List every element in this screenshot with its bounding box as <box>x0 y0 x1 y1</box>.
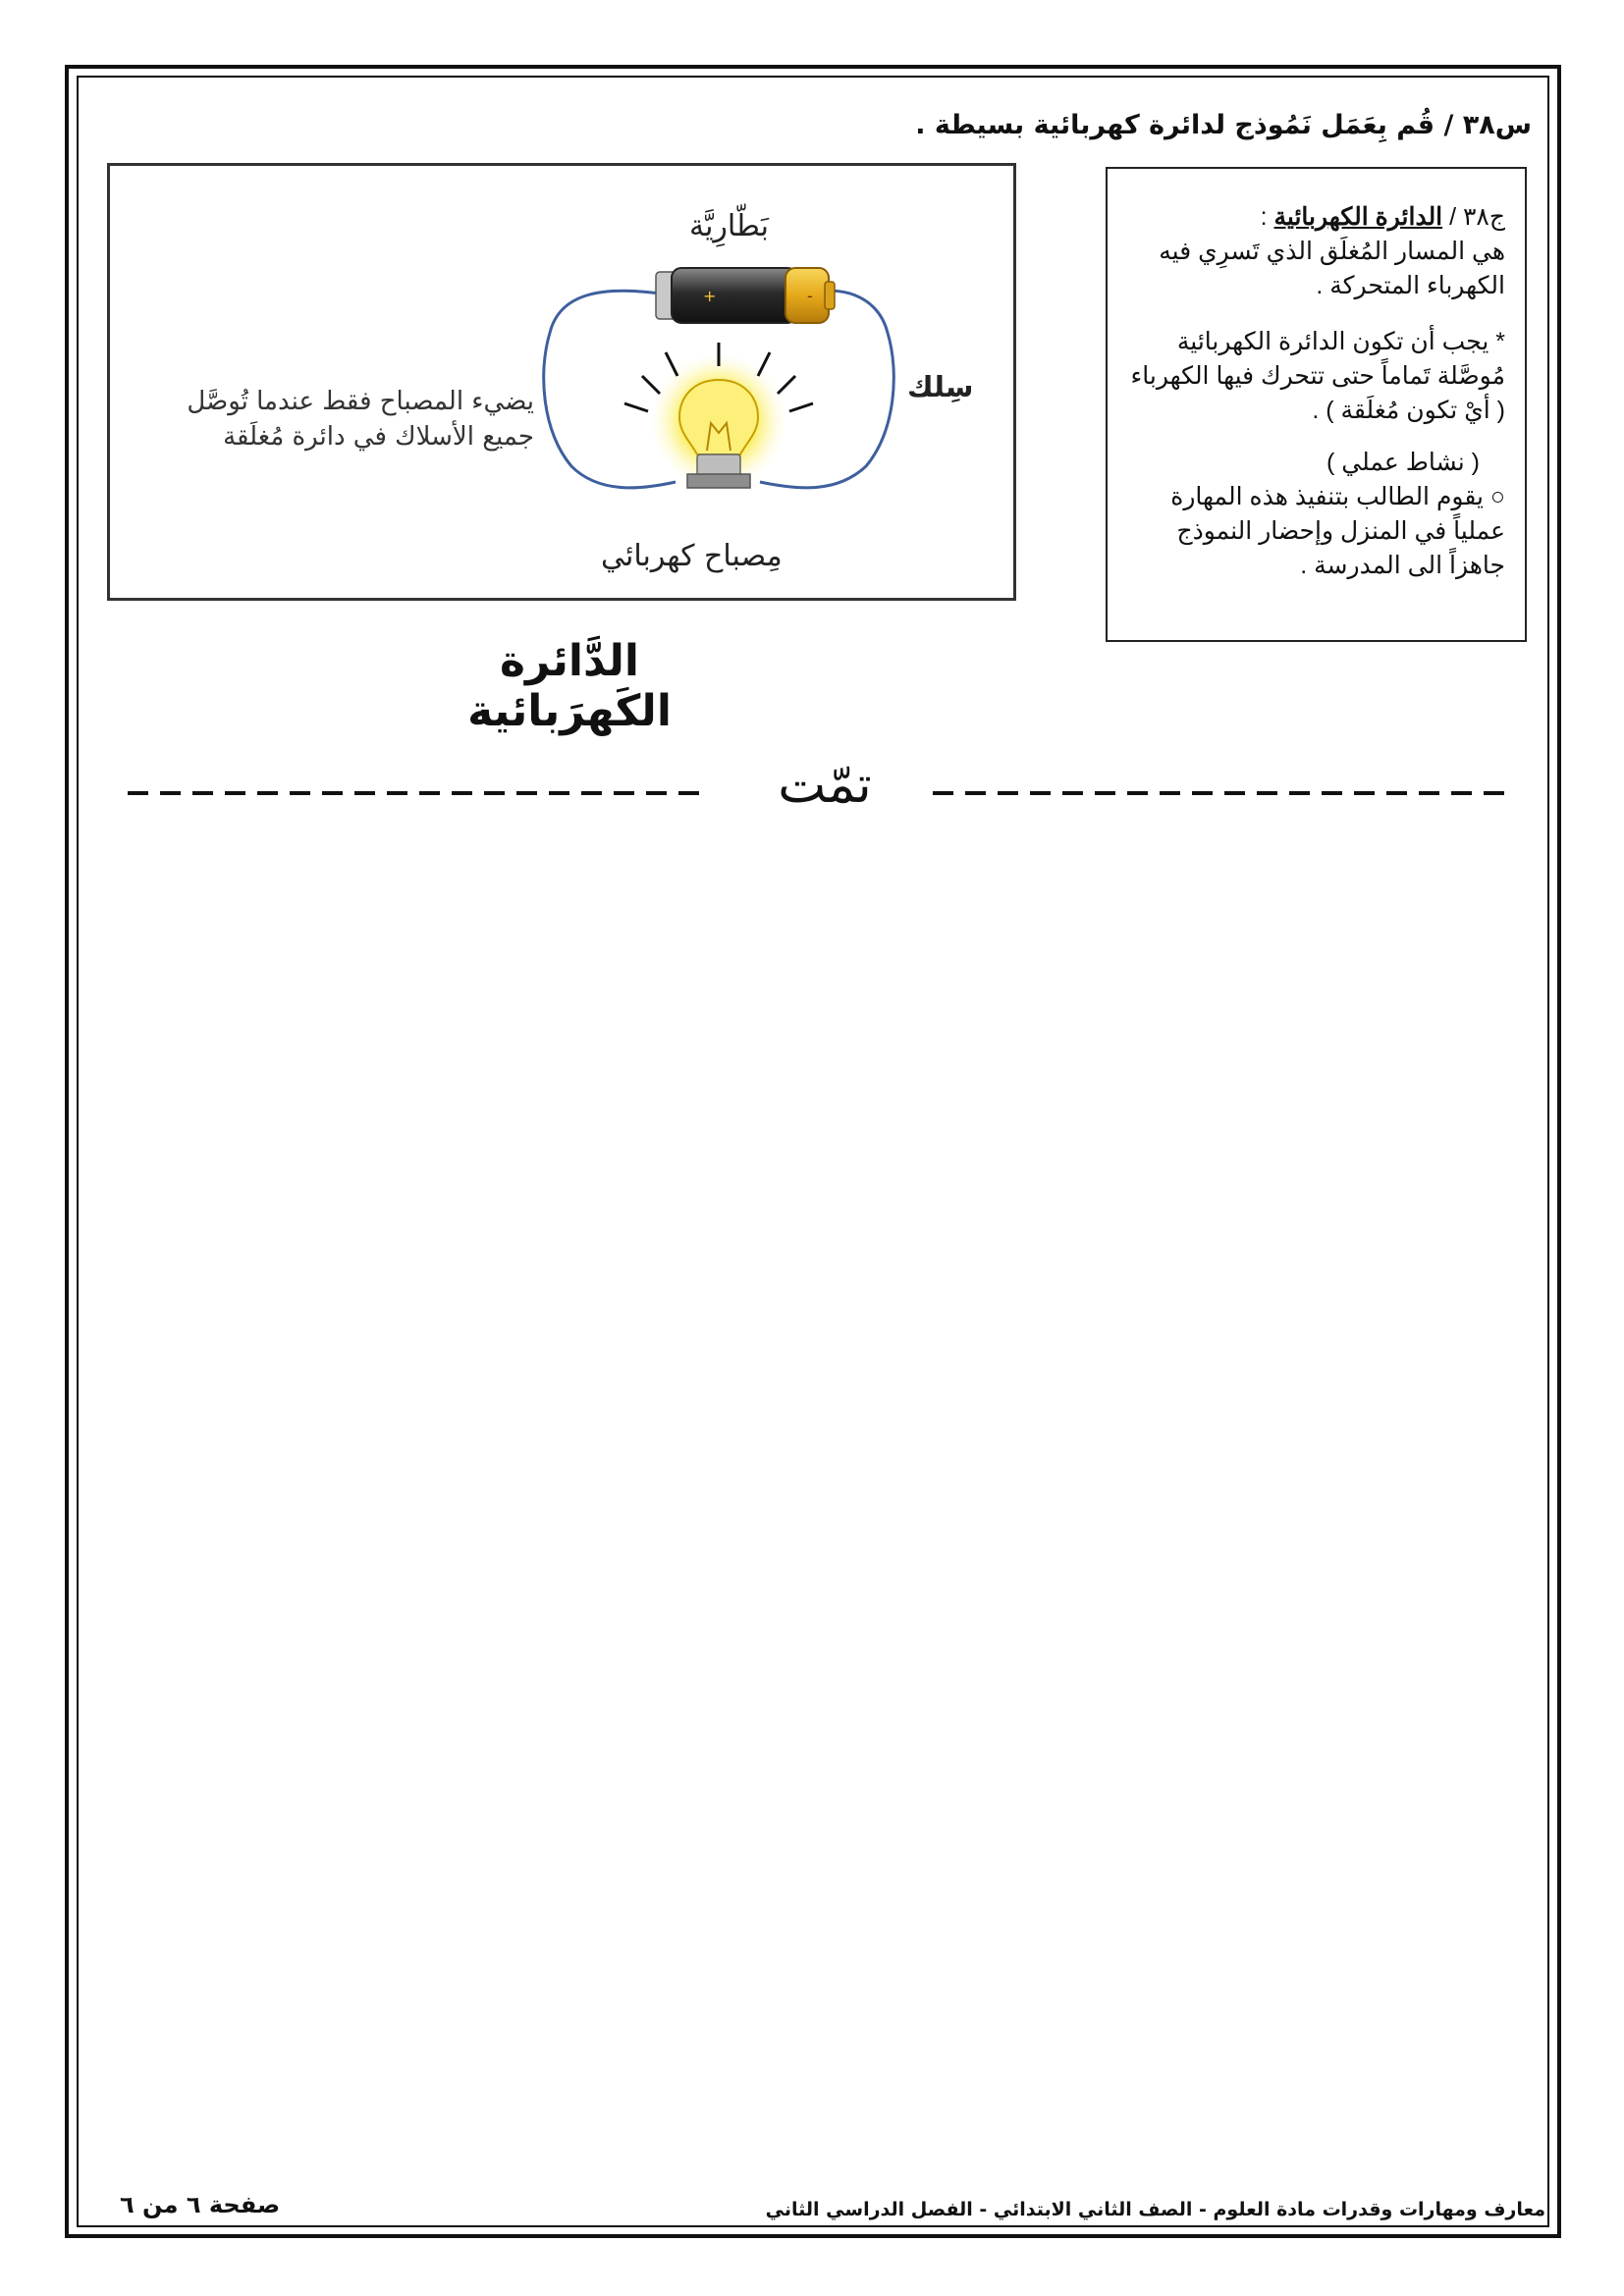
answer-condition: * يجب أن تكون الدائرة الكهربائية مُوصَّلة تَماماً حتى تتحرك فيها الكهرباء ( أيْ تكون مُغلَقة ) . <box>1130 328 1505 424</box>
svg-text:-: - <box>807 287 813 305</box>
end-divider <box>128 756 1507 815</box>
battery-label: بَطّارِيَّة <box>689 209 770 243</box>
answer-heading <box>1125 200 1505 235</box>
lamp-label: مِصباح كهربائي <box>601 539 783 573</box>
circuit-diagram <box>107 163 1016 601</box>
circuit-note <box>187 384 534 454</box>
wire-label: سِلك <box>907 370 974 403</box>
answer-label: ج٣٨ / <box>1449 203 1505 231</box>
battery-icon <box>656 268 835 323</box>
diagram-caption: الدَّائرة الكَهرَبائية <box>467 636 672 736</box>
page-number: صفحة ٦ من ٦ <box>120 2191 281 2218</box>
circuit-note-line2: جميع الأسلاك في دائرة مُغلَقة <box>223 422 534 452</box>
answer-definition: هي المسار المُغلَق الذي تَسرِي فيه الكهرباء المتحركة . <box>1159 238 1505 299</box>
circuit-illustration <box>110 166 1013 598</box>
lamp-icon <box>624 343 813 490</box>
answer-box <box>1106 167 1527 642</box>
dashed-line-left <box>128 791 707 795</box>
question-title: س٣٨ / قُم بِعَمَل نَمُوذج لدائرة كهربائية بسيطة . <box>915 110 1532 140</box>
circuit-note-line1: يضيء المصباح فقط عندما تُوصَّل <box>187 387 534 416</box>
activity-title: ( نشاط عملي ) <box>1326 449 1480 476</box>
activity-text: ○ يقوم الطالب بتنفيذ هذه المهارة عملياً في المنزل وإحضار النموذج جاهزاً الى المدرسة . <box>1170 483 1505 579</box>
answer-term-colon: : <box>1260 203 1268 231</box>
footer-course-title: معارف ومهارات وقدرات مادة العلوم - الصف الثاني الابتدائي - الفصل الدراسي الثاني <box>765 2199 1545 2220</box>
end-mark: تمّت <box>778 756 872 815</box>
dashed-line-right <box>933 791 1507 795</box>
answer-term: الدائرة الكهربائية <box>1273 203 1443 231</box>
svg-text:+: + <box>703 287 717 305</box>
